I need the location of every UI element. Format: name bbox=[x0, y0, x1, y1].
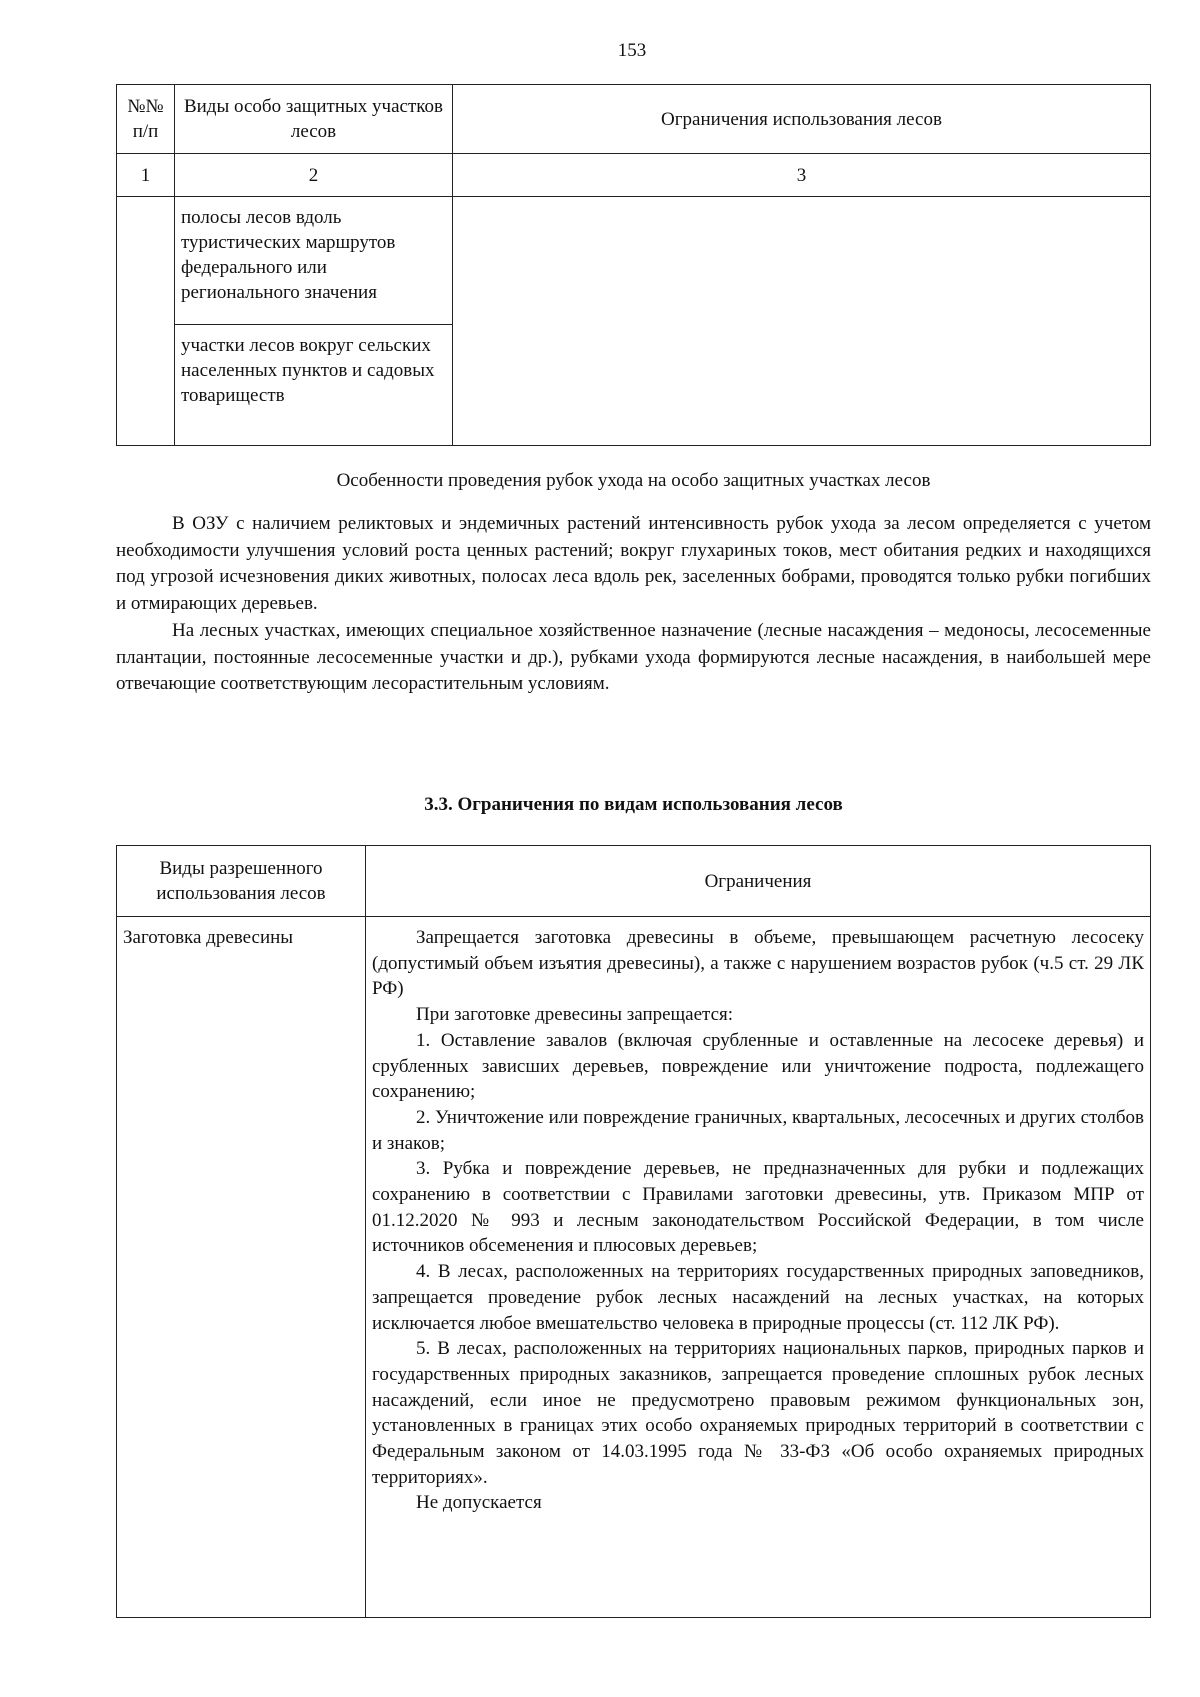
header-area-types: Виды особо защитных участков лесов bbox=[175, 85, 453, 154]
column-number: 3 bbox=[453, 154, 1151, 197]
header-restrictions: Ограничения использования лесов bbox=[453, 85, 1151, 154]
paragraph: При заготовке древесины запрещается: bbox=[416, 1004, 734, 1026]
section-title: 3.3. Ограничения по видам использования лесов bbox=[424, 794, 843, 815]
paragraph: 1. Оставление завалов (включая срубленные и оставленные на лесосеке деревья) и срубленных зависших деревьев, повреждение или уничтожение подроста, подлежащего сохранению; bbox=[372, 1029, 1144, 1103]
paragraph: В ОЗУ с наличием реликтовых и эндемичных растений интенсивность рубок ухода за лесом определяется с учетом необходимости улучшения условий роста ценных растений; вокруг глухариных токов, мест обитания редких и находящихся под угрозой исчезновения диких животных, полосах леса вдоль рек, заселенных бобрами, проводятся только рубки погибших и отмирающих деревьев. bbox=[116, 513, 1151, 615]
area-type-cell: участки лесов вокруг сельских населенных пунктов и садовых товариществ bbox=[175, 325, 453, 446]
paragraph: 2. Уничтожение или повреждение граничных, квартальных, лесосечных и других столбов и знаков; bbox=[372, 1106, 1144, 1154]
section-heading: Особенности проведения рубок ухода на особо защитных участках лесов bbox=[336, 470, 931, 491]
paragraph: 4. В лесах, расположенных на территориях государственных природных заповедников, запрещается проведение рубок лесных насаждений на лесных участках, на которых исключается любое вмешательство человека в природные процессы (ст. 112 ЛК РФ). bbox=[372, 1261, 1144, 1334]
table-header-row bbox=[117, 85, 1151, 154]
protective-areas-table bbox=[116, 84, 1151, 446]
restrictions-cell bbox=[453, 197, 1151, 446]
paragraph: 5. В лесах, расположенных на территориях национальных парков, природных парков и государственных природных заказников, запрещается проведение сплошных рубок лесных насаждений, если иное не предусмотрено правовым режимом функциональных зон, установленных в границах этих особо охраняемых природных территорий в соответствии с Федеральным законом от 14.03.1995 года № 33-ФЗ «Об особо охраняемых природных территориях». bbox=[372, 1338, 1144, 1488]
column-number: 2 bbox=[175, 154, 453, 197]
page-number: 153 bbox=[617, 40, 647, 61]
column-number: 1 bbox=[117, 154, 175, 197]
paragraph: Запрещается заготовка древесины в объеме, превышающем расчетную лесосеку (допустимый объем изъятия древесины), а также с нарушением возрастов рубок (ч.5 ст. 29 ЛК РФ) bbox=[372, 927, 1144, 1000]
paragraph: Не допускается bbox=[416, 1492, 542, 1514]
table-row bbox=[117, 197, 1151, 325]
table-header-row bbox=[117, 846, 1151, 917]
usage-type-cell: Заготовка древесины bbox=[117, 917, 366, 1618]
header-number: №№ п/п bbox=[117, 85, 175, 154]
column-number-row bbox=[117, 154, 1151, 197]
usage-restrictions-table bbox=[116, 845, 1151, 1618]
paragraph: 3. Рубка и повреждение деревьев, не предназначенных для рубки и подлежащих сохранению в соответствии с Правилами заготовки древесины, утв. Приказом МПР от 01.12.2020 № 993 и лесным законодательством Российской Федерации, в том числе источников обсеменения и плюсовых деревьев; bbox=[372, 1158, 1144, 1257]
restrictions-cell bbox=[366, 917, 1151, 1618]
section-body bbox=[116, 511, 1151, 698]
table-row bbox=[117, 917, 1151, 1618]
empty-cell bbox=[117, 197, 175, 446]
header-usage-types: Виды разрешенного использования лесов bbox=[117, 846, 366, 917]
paragraph: На лесных участках, имеющих специальное хозяйственное назначение (лесные насаждения – медоносы, лесосеменные плантации, постоянные лесосеменные участки и др.), рубками ухода формируются лесные насаждения, в наибольшей мере отвечающие соответствующим лесорастительным условиям. bbox=[116, 619, 1151, 695]
header-restrictions: Ограничения bbox=[366, 846, 1151, 917]
area-type-cell: полосы лесов вдоль туристических маршрутов федерального или регионального значения bbox=[175, 197, 453, 325]
